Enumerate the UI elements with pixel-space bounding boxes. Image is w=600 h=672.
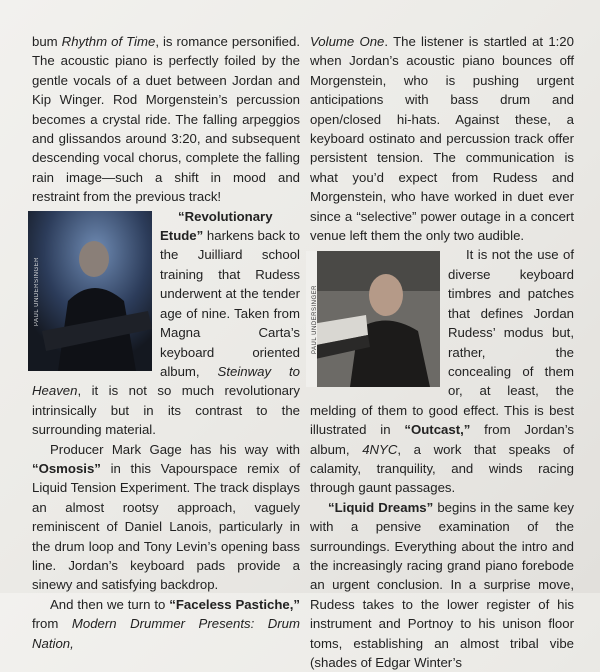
right-column-body — [310, 32, 574, 672]
text: harkens back to the Juilliard school training that Rudess underwent at the tender age of nine. Taken from Magna Carta’s keyboard oriented album, — [160, 228, 300, 379]
text: , it is not so much revolutionary intrinsically but in its contrast to the surrounding material. — [32, 383, 300, 438]
photo-credit: PAUL UNDERSINGER — [34, 256, 40, 326]
track-title: “Osmosis” — [32, 460, 101, 476]
track-title: “Outcast,” — [404, 422, 471, 438]
photo-rudess-stage — [28, 211, 152, 371]
photo-rudess-keyboard — [306, 251, 440, 387]
paragraph-4 — [32, 595, 300, 653]
text: And then we turn to — [50, 596, 170, 612]
track-title: “Faceless Pastiche,” — [169, 596, 301, 612]
text: Producer Mark Gage has his way with — [50, 441, 300, 457]
paragraph-5 — [310, 32, 574, 245]
text: begins in the same key with a pensive examination of the surroundings. Everything about the intro and the increasingly racing grand piano forebode an urgent conclusion. In a surprise move, Rudess takes to the lower register of his instrument and Portnoy to his unison floor toms, establishing an almost tribal vibe (shades of Edgar Winter’s — [310, 499, 574, 670]
paragraph-7 — [310, 498, 574, 672]
album-title: Steinway to Heaven — [32, 363, 300, 399]
track-title: “Liquid Dreams” — [328, 499, 434, 515]
left-column-body — [32, 32, 300, 653]
album-title: Volume One — [310, 34, 385, 49]
paragraph-3 — [32, 440, 300, 595]
photo-credit: PAUL UNDERSINGER — [306, 251, 317, 387]
album-title: Rhythm of Time — [61, 34, 156, 49]
text: It is not the use of diverse keyboard timbres and patches that defines Jordan Rudess’ modus but, rather, the concealing of them or, at least, the melding of them to good effect. This is best illustrated in — [310, 247, 574, 438]
album-title: 4NYC — [362, 441, 398, 457]
text: from Jordan’s album, — [310, 422, 574, 457]
paragraph-1 — [32, 32, 300, 207]
track-title: “Revolutionary Etude” — [160, 208, 273, 244]
text: , is romance personified. The acoustic piano is perfectly foiled by the gentle vocals of a duet between Jordan and Kip Winger. Rod Morgenstein’s percussion becomes a crystal ride. The falling arpeggios and glissandos around 3:20, and subsequent descending vocal chorus, complete the falling rain image—such a shift in mood and restraint from the previous track! — [32, 34, 301, 205]
text: bum — [32, 34, 62, 49]
text: . The listener is startled at 1:20 when Jordan’s acoustic piano bounces off Morgenstein, who is pushing urgent anticipations with bass drum and open/closed hi-hats. Against these, a keyboard ostinato and percussion track offer persistent tension. The communication is what you’d expect from Rudess and Morgenstein, who have worked in duet ever since a “selective” power outage in a concert venue left them the only two audible. — [310, 34, 574, 244]
text: from — [32, 616, 72, 632]
text: , a work that speaks of calamity, tranquility, and winds racing through gaunt passages. — [310, 441, 574, 496]
text: in this Vapourspace remix of Liquid Tension Experiment. The track displays an almost rootsy approach, vaguely reminiscent of Daniel Lanois, particularly in the drum loop and Tony Levin’s opening bass line. Jordan’s keyboard pads provide a sinewy and satisfying backdrop. — [32, 460, 300, 593]
album-title: Modern Drummer Presents: Drum Nation, — [32, 616, 301, 651]
keyboard-photo-image — [306, 251, 440, 387]
